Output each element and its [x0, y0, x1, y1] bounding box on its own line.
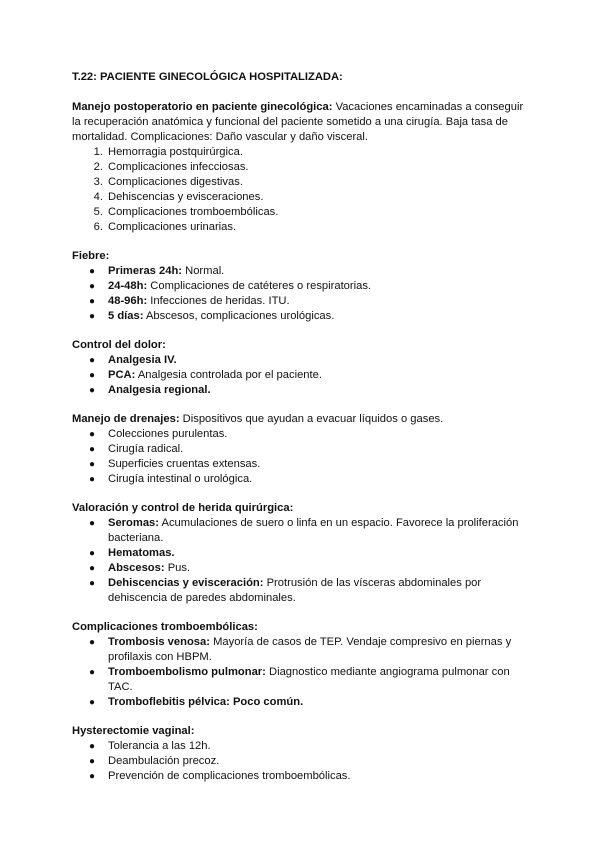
- dolor-heading: Control del dolor:: [72, 339, 166, 351]
- list-item: ● Colecciones purulentas.: [89, 428, 228, 440]
- bullet-icon: ●: [89, 429, 96, 440]
- section-herida: [72, 501, 532, 606]
- list-item: ● Tromboflebitis pélvica: Poco común.: [89, 696, 304, 708]
- list-item: ● Tromboembolismo pulmonar: Diagnostico mediante angiograma pulmonar con TAC.: [89, 666, 510, 693]
- drenajes-intro: Dispositivos que ayudan a evacuar líquidos o gases.: [179, 413, 444, 425]
- histerectomia-heading: Hysterectomie vaginal:: [72, 725, 195, 737]
- section-postop: [72, 100, 532, 235]
- trombo-list: [72, 635, 532, 710]
- bullet-icon: ●: [89, 355, 96, 366]
- bullet-icon: ●: [89, 311, 96, 322]
- list-item: ● Superficies cruentas extensas.: [89, 458, 261, 470]
- document-content: [72, 70, 532, 798]
- list-item: ● Seromas: Acumulaciones de suero o linfa en un espacio. Favorece la proliferación bacteriana.: [89, 517, 519, 544]
- list-item: 6. Complicaciones urinarias.: [93, 221, 237, 233]
- bullet-icon: ●: [89, 459, 96, 470]
- list-item: ● Trombosis venosa: Mayoría de casos de TEP. Vendaje compresivo en piernas y profilaxis con HBPM.: [89, 636, 512, 663]
- section-histerectomia: [72, 724, 532, 784]
- list-item: 1. Hemorragia postquirúrgica.: [93, 146, 243, 158]
- list-item: 2. Complicaciones infecciosas.: [93, 161, 249, 173]
- bullet-icon: ●: [89, 281, 96, 292]
- herida-list: [72, 516, 532, 606]
- list-item: 5. Complicaciones tromboembólicas.: [93, 206, 279, 218]
- list-item: ● 5 días: Abscesos, complicaciones urológicas.: [89, 310, 335, 322]
- section-fiebre: [72, 249, 532, 324]
- list-item: ● 24-48h: Complicaciones de catéteres o respiratorias.: [89, 280, 372, 292]
- list-item: ● Primeras 24h: Normal.: [89, 265, 225, 277]
- bullet-icon: ●: [89, 385, 96, 396]
- bullet-icon: ●: [89, 771, 96, 782]
- section-dolor: [72, 338, 532, 398]
- list-item: ● Cirugía intestinal o urológica.: [89, 473, 253, 485]
- section-drenajes: [72, 412, 532, 487]
- postop-list: [72, 145, 532, 235]
- bullet-icon: ●: [89, 548, 96, 559]
- page-title: T.22: PACIENTE GINECOLÓGICA HOSPITALIZADA:: [72, 71, 343, 83]
- list-item: ● Dehiscencias y evisceración: Protrusión de las vísceras abdominales por dehiscencia de paredes abdominales.: [89, 577, 482, 604]
- list-item: ● Hematomas.: [89, 547, 175, 559]
- list-item: ● Analgesia regional.: [89, 384, 211, 396]
- dolor-list: [72, 353, 532, 398]
- postop-heading: Manejo postoperatorio en paciente ginecológica:: [72, 101, 333, 113]
- list-item: ● Prevención de complicaciones tromboembólicas.: [89, 770, 351, 782]
- bullet-icon: ●: [89, 266, 96, 277]
- postop-paragraph: [72, 100, 532, 145]
- histerectomia-list: [72, 739, 532, 784]
- bullet-icon: ●: [89, 296, 96, 307]
- fiebre-list: [72, 264, 532, 324]
- list-item: ● Analgesia IV.: [89, 354, 177, 366]
- bullet-icon: ●: [89, 637, 96, 648]
- bullet-icon: ●: [89, 697, 96, 708]
- list-item: ● Tolerancia a las 12h.: [89, 740, 211, 752]
- list-item: 3. Complicaciones digestivas.: [93, 176, 243, 188]
- bullet-icon: ●: [89, 741, 96, 752]
- trombo-heading: Complicaciones tromboembólicas:: [72, 621, 258, 633]
- list-item: ● Abscesos: Pus.: [89, 562, 191, 574]
- bullet-icon: ●: [89, 756, 96, 767]
- list-item: ● Deambulación precoz.: [89, 755, 220, 767]
- herida-heading: Valoración y control de herida quirúrgica:: [72, 502, 294, 514]
- bullet-icon: ●: [89, 563, 96, 574]
- bullet-icon: ●: [89, 474, 96, 485]
- section-trombo: [72, 620, 532, 710]
- bullet-icon: ●: [89, 370, 96, 381]
- drenajes-paragraph: [72, 412, 532, 427]
- list-item: ● 48-96h: Infecciones de heridas. ITU.: [89, 295, 290, 307]
- list-item: 4. Dehiscencias y evisceraciones.: [93, 191, 264, 203]
- bullet-icon: ●: [89, 578, 96, 589]
- list-item: ● PCA: Analgesia controlada por el paciente.: [89, 369, 322, 381]
- fiebre-heading: Fiebre:: [72, 250, 110, 262]
- bullet-icon: ●: [89, 667, 96, 678]
- postop-intro: Vacaciones encaminadas a conseguir la recuperación anatómica y funcional del paciente sometido a una cirugía. Baja tasa de mortalidad. Complicaciones: Daño vascular y daño visceral.: [72, 101, 524, 143]
- drenajes-heading: Manejo de drenajes:: [72, 413, 180, 425]
- bullet-icon: ●: [89, 444, 96, 455]
- bullet-icon: ●: [89, 518, 96, 529]
- drenajes-list: [72, 427, 532, 487]
- list-item: ● Cirugía radical.: [89, 443, 184, 455]
